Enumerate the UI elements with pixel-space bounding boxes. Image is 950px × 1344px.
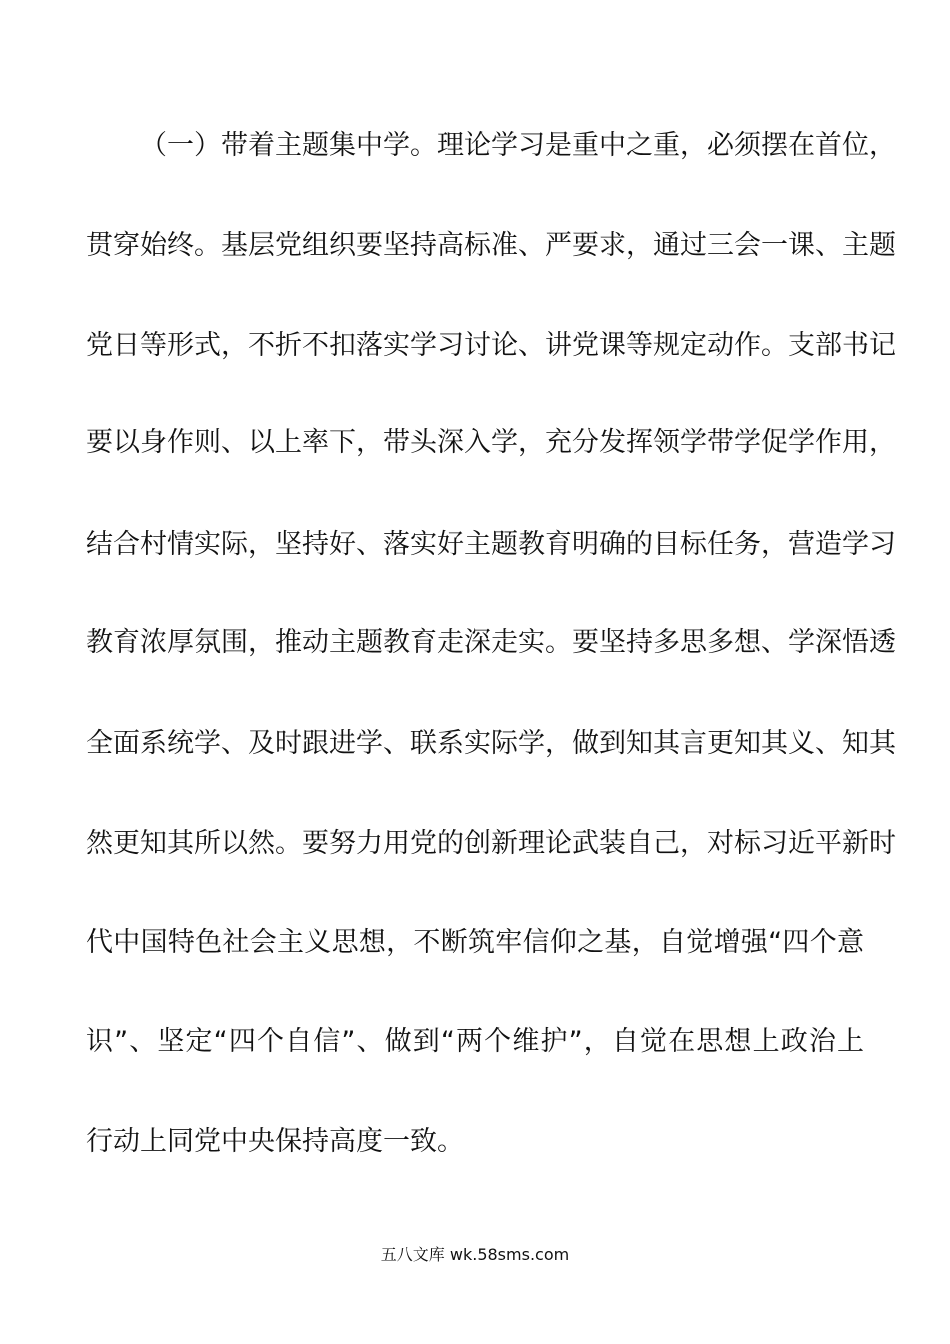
paragraph-line: 识”、坚定“四个自信”、做到“两个维护”，自觉在思想上政治上 xyxy=(86,1026,864,1057)
paragraph-line: 要以身作则、以上率下，带头深入学，充分发挥领学带学促学作用， xyxy=(86,427,896,458)
paragraph-line: 教育浓厚氛围，推动主题教育走深走实。要坚持多思多想、学深悟透 xyxy=(86,627,896,658)
paragraph-line: 然更知其所以然。要努力用党的创新理论武装自己，对标习近平新时 xyxy=(86,828,896,859)
paragraph-line: （一）带着主题集中学。理论学习是重中之重，必须摆在首位， xyxy=(140,130,896,161)
paragraph-line: 行动上同党中央保持高度一致。 xyxy=(86,1126,464,1157)
paragraph-line: 全面系统学、及时跟进学、联系实际学，做到知其言更知其义、知其 xyxy=(86,728,896,759)
paragraph-line: 结合村情实际，坚持好、落实好主题教育明确的目标任务，营造学习 xyxy=(86,529,896,560)
paragraph-line: 贯穿始终。基层党组织要坚持高标准、严要求，通过三会一课、主题 xyxy=(86,230,896,261)
footer-watermark: 五八文库 wk.58sms.com xyxy=(380,1245,570,1264)
paragraph-line: 代中国特色社会主义思想，不断筑牢信仰之基，自觉增强“四个意 xyxy=(86,927,864,958)
paragraph-line: 党日等形式，不折不扣落实学习讨论、讲党课等规定动作。支部书记 xyxy=(86,330,896,361)
